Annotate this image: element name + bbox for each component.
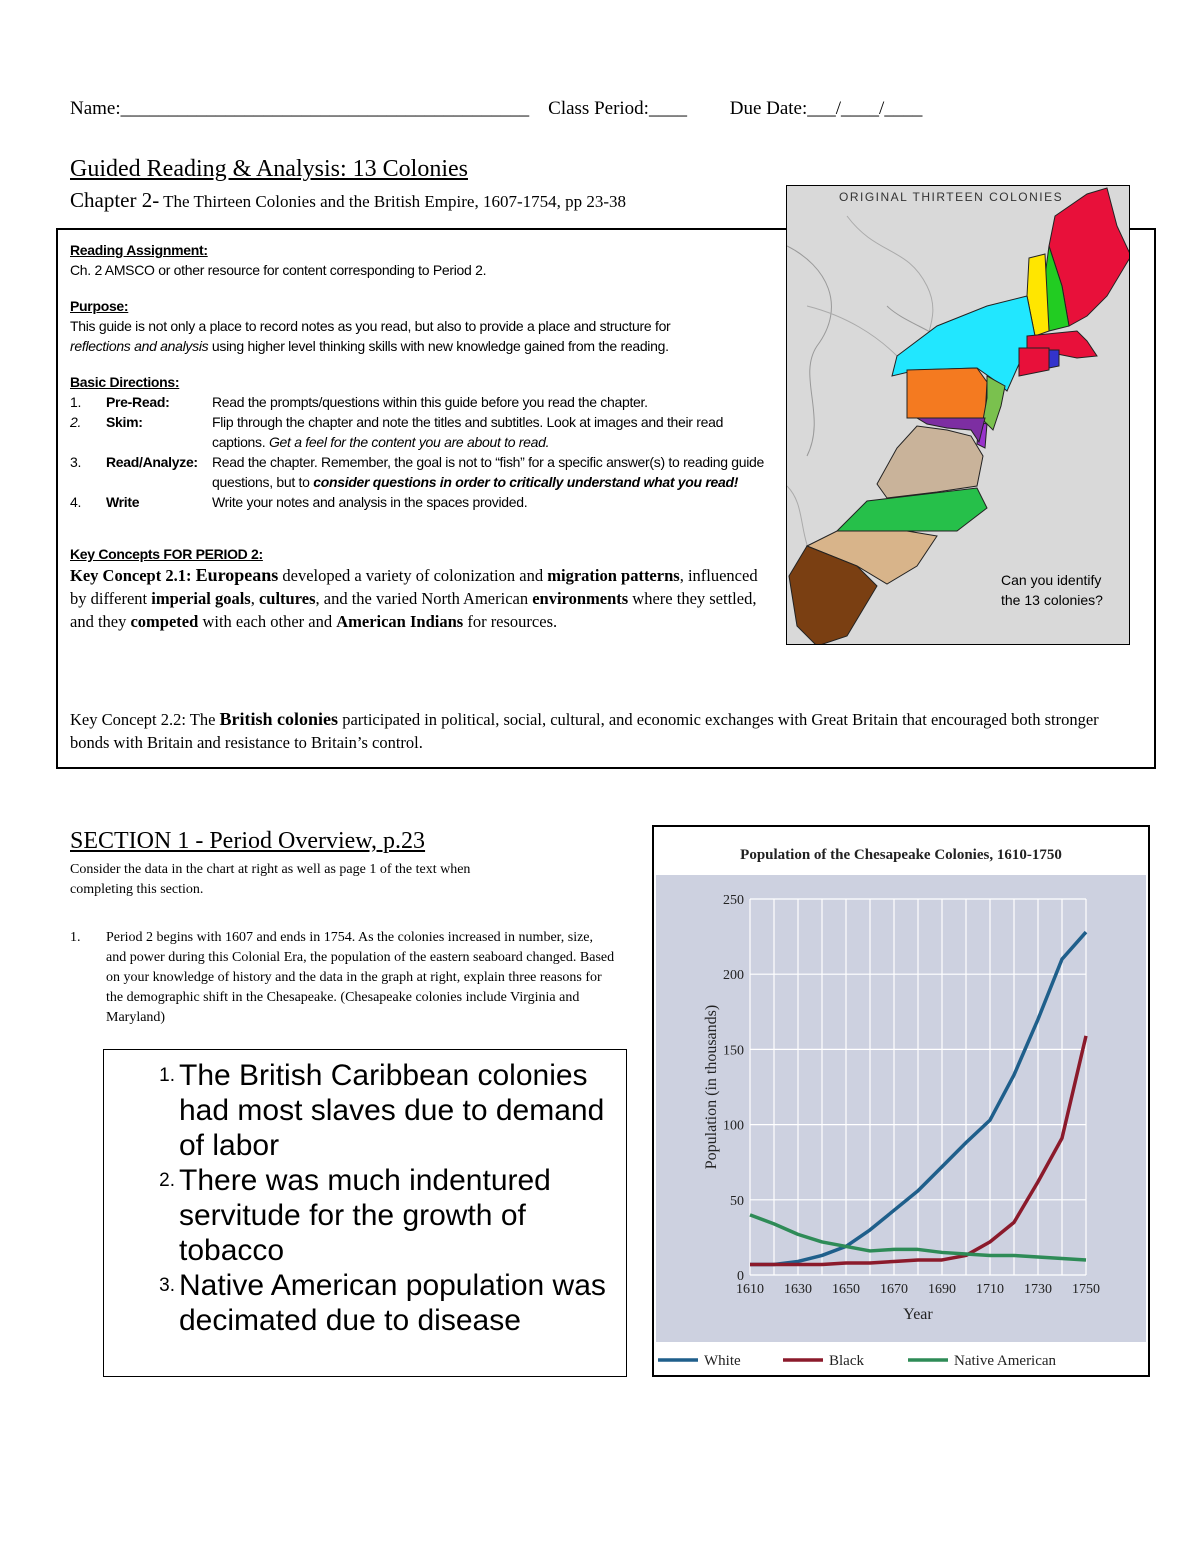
x-tick-label: 1690 (928, 1282, 956, 1297)
direction-item (70, 452, 770, 492)
guided-reading-title: Guided Reading & Analysis: 13 Colonies (70, 156, 468, 182)
kc21-text: , and the varied North American (315, 589, 533, 608)
pennsylvania-shape (907, 368, 987, 418)
y-tick-label: 200 (723, 968, 744, 984)
direction-text (212, 452, 770, 492)
key-concept-2-1 (70, 564, 770, 633)
basic-directions-heading: Basic Directions: (70, 374, 180, 390)
kc22-keyword: British colonies (219, 709, 339, 729)
direction-number: 3. (70, 454, 82, 470)
class-period-blank[interactable]: ____ (648, 98, 687, 119)
answer-item (104, 1268, 624, 1338)
answer-box[interactable] (103, 1049, 627, 1377)
direction-number: 4. (70, 494, 82, 510)
direction-item (70, 392, 770, 412)
direction-text-main: Read the chapter. Remember, the goal is not to “fish” for a specific answer(s) to reading guide questions, but to (212, 454, 765, 490)
kc21-text: , (250, 589, 259, 608)
direction-text-italic: Get a feel for the content you are about to read. (268, 434, 550, 450)
kc21-keyword: Europeans (195, 565, 279, 585)
reading-assignment-heading: Reading Assignment: (70, 242, 208, 258)
answer-item (104, 1058, 624, 1163)
x-tick-label: 1750 (1072, 1282, 1100, 1297)
x-tick-label: 1730 (1024, 1282, 1052, 1297)
chapter-pages: pp 23-38 (560, 192, 627, 211)
directions-list (70, 392, 770, 512)
purpose-text-1: This guide is not only a place to record notes as you read, but also to provide a place and structure for (70, 318, 671, 334)
chapter-heading (70, 188, 626, 213)
x-tick-label: 1670 (880, 1282, 908, 1297)
kc21-text: for resources. (463, 612, 558, 631)
y-tick-label: 100 (723, 1118, 744, 1134)
kc21-keyword: cultures (258, 589, 316, 608)
direction-key: Skim: (106, 414, 143, 430)
population-chart (652, 825, 1150, 1377)
answer-item (104, 1163, 624, 1268)
purpose-text-italic: reflections and analysis (70, 338, 209, 354)
question-number: 1. (70, 930, 81, 945)
due-date-blank[interactable]: ___/____/____ (807, 98, 923, 119)
reading-assignment-text: Ch. 2 AMSCO or other resource for content corresponding to Period 2. (70, 262, 487, 278)
answer-text[interactable]: The British Caribbean colonies had most slaves due to demand of labor (179, 1059, 605, 1162)
answer-text[interactable]: Native American population was decimated due to disease (179, 1269, 606, 1337)
kc21-label: Key Concept 2.1: (70, 566, 192, 585)
question-text: Period 2 begins with 1607 and ends in 1754. As the colonies increased in number, size, and power during this Colonial Era, the population of the eastern seaboard changed. Based on your knowledge of history and the data in the graph at right, explain three reasons for the demographic shift in the Chesapeake. (Chesapeake colonies include Virginia and Maryland) (106, 930, 615, 1025)
due-date-label: Due Date: (729, 98, 808, 119)
x-tick-label: 1650 (832, 1282, 860, 1297)
y-axis-label: Population (in thousands) (703, 1004, 720, 1170)
kc21-text: developed a variety of colonization and (278, 566, 548, 585)
kc21-keyword: environments (532, 589, 629, 608)
x-tick-label: 1630 (784, 1282, 812, 1297)
direction-text: Write your notes and analysis in the spaces provided. (212, 494, 528, 510)
kc22-label: Key Concept 2.2: The (70, 710, 220, 729)
legend-label: Black (829, 1353, 864, 1369)
direction-number: 1. (70, 394, 82, 410)
kc21-text: , influenced by different (70, 566, 758, 608)
chapter-prefix: Chapter 2- (70, 188, 160, 212)
y-tick-label: 150 (723, 1043, 744, 1059)
x-tick-label: 1710 (976, 1282, 1004, 1297)
kc21-keyword: American Indians (336, 612, 464, 631)
chart-title: Population of the Chesapeake Colonies, 1610-1750 (740, 847, 1062, 863)
direction-item (70, 412, 770, 452)
answer-number: 1. (159, 1065, 175, 1086)
name-blank[interactable]: ___________________________________________ (120, 98, 530, 119)
key-concept-2-2 (70, 708, 1140, 754)
direction-number: 2. (70, 414, 82, 430)
kc21-text: with each other and (198, 612, 337, 631)
section-1-title: SECTION 1 - Period Overview, p.23 (70, 828, 426, 854)
map-question: Can you identify the 13 colonies? (1001, 572, 1103, 608)
name-label: Name: (70, 98, 121, 119)
purpose-text (70, 316, 770, 356)
direction-key: Write (106, 494, 140, 510)
purpose-text-2: using higher level thinking skills with new knowledge gained from the reading. (208, 338, 669, 354)
colonies-map (786, 185, 1130, 645)
x-axis-label: Year (903, 1306, 933, 1323)
direction-item (70, 492, 770, 512)
population-chart-svg (654, 827, 1148, 1375)
direction-key: Pre-Read: (106, 394, 170, 410)
answer-number: 2. (159, 1170, 175, 1191)
question-1 (70, 928, 615, 1028)
answer-text[interactable]: There was much indentured servitude for the growth of tobacco (179, 1164, 551, 1267)
map-title: ORIGINAL THIRTEEN COLONIES (839, 190, 1064, 204)
class-period-label: Class Period: (548, 98, 649, 119)
legend-label: White (704, 1353, 741, 1369)
direction-text-bold-italic: consider questions in order to critically understand what you read! (313, 474, 739, 490)
answer-number: 3. (159, 1275, 175, 1296)
direction-text: Read the prompts/questions within this guide before you read the chapter. (212, 394, 648, 410)
direction-text-main: Flip through the chapter and note the titles and subtitles. Look at images and their read captions. (212, 414, 724, 450)
direction-key: Read/Analyze: (106, 454, 198, 470)
chapter-description: The Thirteen Colonies and the British Empire, 1607-1754, (159, 192, 561, 211)
kc22-text: participated in political, social, cultural, and economic exchanges with Great Britain that encouraged both stronger bonds with Britain and resistance to Britain’s control. (70, 710, 1099, 752)
y-tick-label: 0 (737, 1269, 744, 1284)
section-1-intro: Consider the data in the chart at right as well as page 1 of the text when completing this section. (70, 862, 471, 897)
kc21-keyword: competed (130, 612, 199, 631)
purpose-heading: Purpose: (70, 298, 129, 314)
key-concepts-heading: Key Concepts FOR PERIOD 2: (70, 546, 263, 562)
y-tick-label: 250 (723, 893, 744, 908)
rhode-island-shape (1049, 350, 1059, 368)
answer-list (104, 1058, 624, 1338)
legend-label: Native American (954, 1353, 1057, 1369)
kc21-keyword: migration patterns (547, 566, 680, 585)
header-fields (70, 98, 922, 120)
y-tick-label: 50 (730, 1193, 744, 1209)
direction-text (212, 412, 770, 452)
x-tick-label: 1610 (736, 1282, 764, 1297)
kc21-text: where they settled, and they (70, 589, 757, 631)
kc21-keyword: imperial goals (151, 589, 251, 608)
